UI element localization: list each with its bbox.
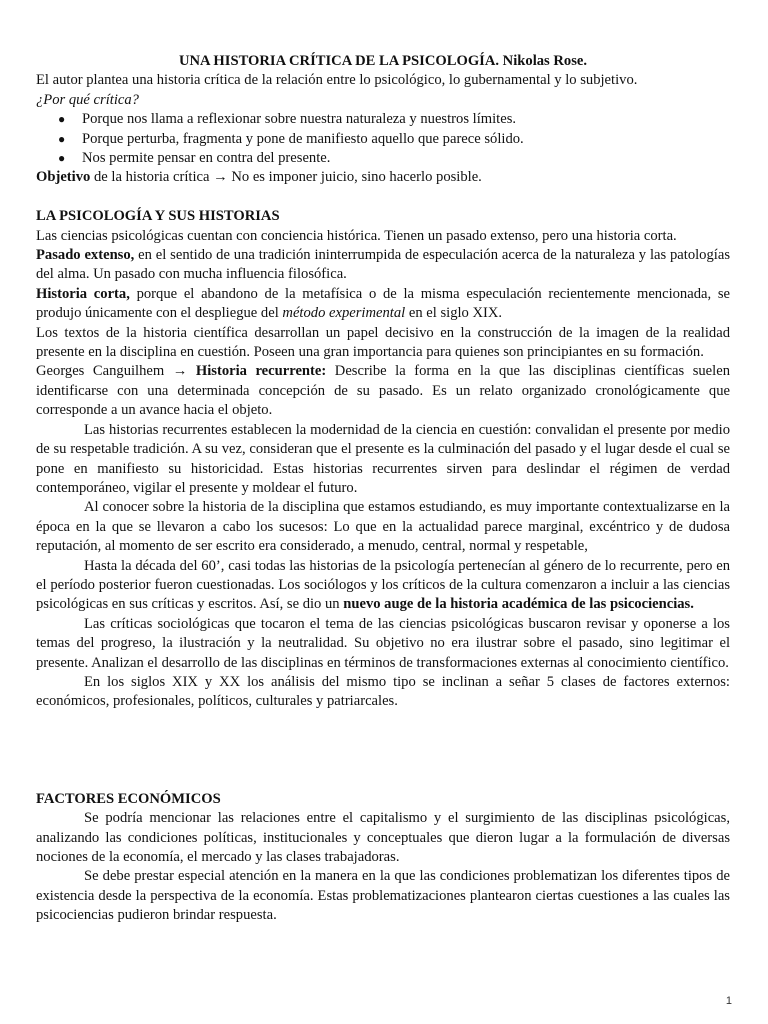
- objective-paragraph: [36, 168, 730, 187]
- question-text: ¿Por qué crítica?: [36, 91, 139, 108]
- objective-text: de la historia crítica → No es imponer juicio, sino hacerlo posible.: [90, 169, 482, 186]
- bullet-icon: ●: [58, 151, 66, 166]
- document-body: [36, 52, 730, 926]
- paragraph-text: Georges Canguilhem →: [36, 363, 196, 380]
- bullet-icon: ●: [58, 131, 66, 146]
- spacer: [36, 712, 730, 790]
- paragraph-text: Describe la forma en la que las disciplinas científicas suelen identificarse con una determinada concepción de su pasado. Es un relato organizado cronológicamente que corresponde a un avance hacia el objeto.: [36, 363, 730, 419]
- paragraph: [36, 557, 730, 615]
- paragraph: En los siglos XIX y XX los análisis del mismo tipo se inclinan a señar 5 clases de factores externos: económicos, profesionales, políticos, culturales y patriarcales.: [36, 673, 730, 710]
- spacer: [36, 188, 730, 207]
- paragraph-text: en el siglo XIX.: [405, 305, 503, 322]
- paragraph: [36, 285, 730, 324]
- list-item-text: Porque perturba, fragmenta y pone de manifiesto aquello que parece sólido.: [82, 130, 524, 147]
- section-heading: FACTORES ECONÓMICOS: [36, 790, 221, 807]
- list-item: [36, 130, 730, 149]
- list-item: [36, 149, 730, 168]
- paragraph: [36, 246, 730, 285]
- paragraph-text: en el sentido de una tradición ininterrumpida de especulación acerca de la naturaleza y las patologías del alma. Un pasado con mucha influencia filosófica.: [36, 247, 730, 283]
- paragraph: Los textos de la historia científica desarrollan un papel decisivo en la construcción de la imagen de la realidad presente en la disciplina en cuestión. Poseen una gran importancia para quienes son principiantes en su formación.: [36, 324, 730, 361]
- page-number: 1: [725, 995, 732, 1007]
- intro-paragraph: El autor plantea una historia crítica de la relación entre lo psicológico, lo gubernamental y lo subjetivo.: [36, 72, 638, 89]
- list-item: [36, 110, 730, 129]
- bold-term: Historia corta,: [36, 285, 130, 302]
- paragraph: Al conocer sobre la historia de la disciplina que estamos estudiando, es muy importante contextualizarse en la época en la que se llevaron a cabo los sucesos: Lo que en la actualidad parece marginal, excéntrico y de dudosa reputación, al momento de ser escrito era considerado, a menudo, central, normal y respetable,: [36, 499, 730, 555]
- bullet-icon: ●: [58, 112, 66, 127]
- objective-label: Objetivo: [36, 169, 91, 186]
- document-title: UNA HISTORIA CRÍTICA DE LA PSICOLOGÍA. Nikolas Rose.: [178, 53, 588, 69]
- paragraph: [36, 362, 730, 420]
- paragraph: Las ciencias psicológicas cuentan con conciencia histórica. Tienen un pasado extenso, pero una historia corta.: [36, 227, 677, 244]
- paragraph: Se podría mencionar las relaciones entre el capitalismo y el surgimiento de las disciplinas psicológicas, analizando las condiciones políticas, institucionales y conceptuales que dieron lugar a la formulación de diversas nociones de la economía, el mercado y las clases trabajadoras.: [36, 810, 730, 866]
- bold-term: Historia recurrente:: [195, 363, 327, 380]
- list-item-text: Nos permite pensar en contra del presente.: [82, 150, 331, 167]
- paragraph: Las críticas sociológicas que tocaron el tema de las ciencias psicológicas buscaron revisar y oponerse a los temas del progreso, la ilustración y la neutralidad. Su objetivo no era ilustrar sobre el pasado, sino legitimar el presente. Analizan el desarrollo de las disciplinas en términos de transformaciones externas al conocimiento científico.: [36, 615, 730, 671]
- list-item-text: Porque nos llama a reflexionar sobre nuestra naturaleza y nuestros límites.: [82, 111, 517, 128]
- italic-term: método experimental: [282, 305, 406, 322]
- paragraph: Se debe prestar especial atención en la manera en la que las condiciones problematizan los diferentes tipos de existencia desde la perspectiva de la economía. Estas problematizaciones plantearon ciertas cuestiones a las cuales las psicociencias pudieron brindar respuesta.: [36, 868, 730, 924]
- paragraph-text: porque el abandono de la metafísica o de la misma especulación recientemente mencionada, se produjo únicamente con el despliegue del: [36, 285, 730, 322]
- bold-term: Pasado extenso,: [36, 247, 135, 264]
- question-line: [36, 91, 730, 110]
- paragraph-text: Hasta la década del 60’, casi todas las historias de la psicología pertenecían al género de lo recurrente, pero en el período posterior fueron cuestionadas. Los sociólogos y los críticos de la cultura comenzaron a incluir a las ciencias psicológicas en sus críticas y escritos. Así, se dio un: [36, 557, 730, 613]
- paragraph: Las historias recurrentes establecen la modernidad de la ciencia en cuestión: convalidan el presente por medio de su respetable tradición. A su vez, consideran que el presente es la culminación del pasado y el lugar desde el cual se pone en manifiesto su historicidad. Estas historias recurrentes sirven para deslindar el régimen de verdad contemporáneo, vigilar el presente y moldear el futuro.: [36, 421, 730, 496]
- bold-term: nuevo auge de la historia académica de las psicociencias.: [343, 596, 694, 613]
- section-heading: LA PSICOLOGÍA Y SUS HISTORIAS: [36, 208, 280, 225]
- bullet-list: [36, 110, 730, 168]
